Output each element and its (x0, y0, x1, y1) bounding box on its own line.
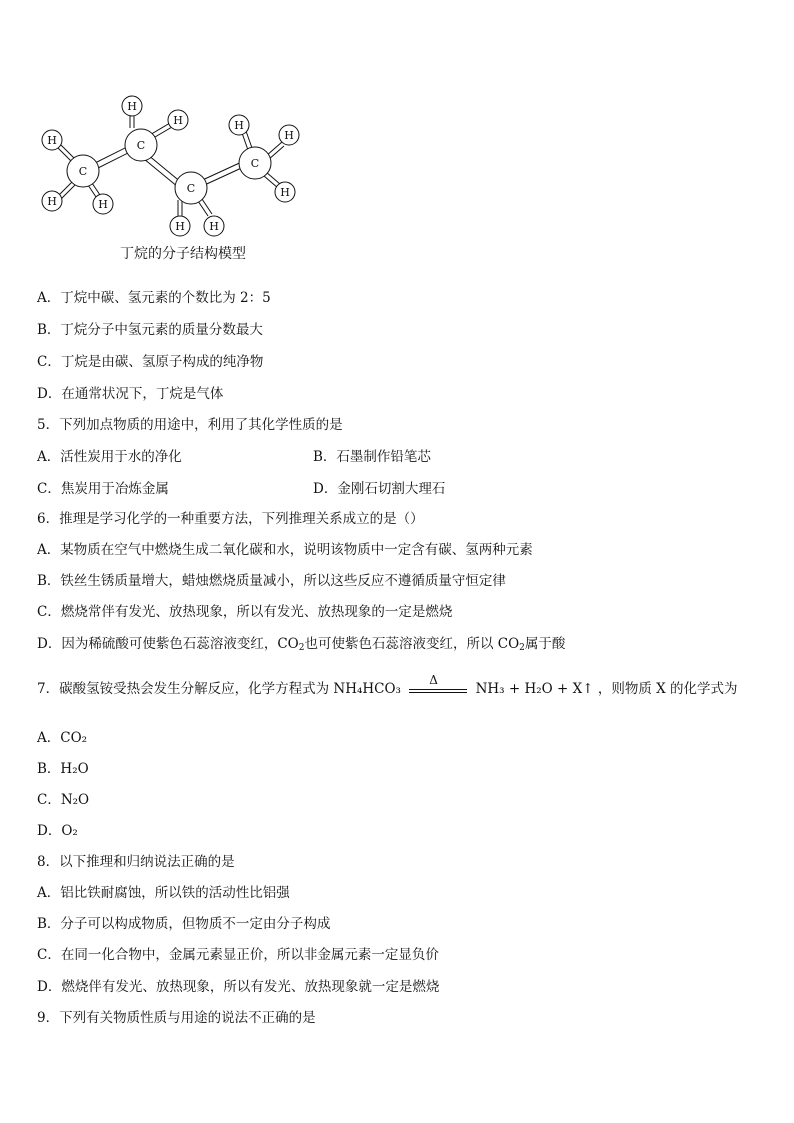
svg-text:H: H (47, 134, 57, 147)
q7-option-c: C．N₂O (37, 792, 90, 808)
svg-text:H: H (175, 220, 185, 233)
q8-option-b: B．分子可以构成物质，但物质不一定由分子构成 (37, 916, 331, 932)
q7-option-a: A．CO₂ (37, 730, 88, 746)
svg-text:H: H (280, 186, 290, 199)
heat-condition: Δ (429, 672, 438, 687)
svg-text:C: C (78, 165, 88, 178)
q6-option-d: D．因为稀硫酸可使紫色石蕊溶液变红，$CO_2$也可使紫色石蕊溶液变红，所以 $CO_2$属于酸 (37, 636, 566, 653)
svg-text:H: H (173, 114, 183, 127)
q5-stem: 5．下列加点物质的用途中，利用了其化学性质的是 (37, 417, 343, 433)
q7-stem: 7．碳酸氢铵受热会发生分解反应，化学方程式为 NH₄HCO₃ Δ NH₃ + H₂O + X↑ ，则物质 X 的化学式为 (37, 672, 738, 697)
q5-option-b: B．石墨制作铅笔芯 (313, 449, 431, 465)
svg-text:H: H (98, 198, 108, 211)
q4-option-c: C．丁烷是由碳、氢原子构成的纯净物 (37, 354, 264, 370)
q7-option-d: D．O₂ (37, 823, 78, 839)
svg-text:H: H (47, 195, 57, 208)
q4-option-d: D．在通常状况下，丁烷是气体 (37, 386, 224, 402)
q5-option-a: A．活性炭用于水的净化 (37, 449, 182, 465)
q5-option-c: C．焦炭用于冶炼金属 (37, 481, 169, 497)
q6-option-a: A．某物质在空气中燃烧生成二氧化碳和水，说明该物质中一定含有碳、氢两种元素 (37, 542, 533, 558)
q9-stem: 9．下列有关物质性质与用途的说法不正确的是 (37, 1010, 316, 1026)
svg-text:H: H (234, 119, 244, 132)
q8-stem: 8．以下推理和归纳说法正确的是 (37, 854, 235, 870)
q4-option-b: B．丁烷分子中氢元素的质量分数最大 (37, 322, 263, 338)
q5-option-d: D．金刚石切割大理石 (313, 481, 446, 497)
svg-text:C: C (186, 182, 196, 195)
butane-molecule-figure (30, 88, 320, 248)
svg-text:H: H (284, 129, 294, 142)
figure-caption: 丁烷的分子结构模型 (120, 246, 246, 262)
q6-stem: 6．推理是学习化学的一种重要方法，下列推理关系成立的是（） (37, 511, 424, 527)
q8-option-a: A．铝比铁耐腐蚀，所以铁的活动性比铝强 (37, 885, 290, 901)
q6-option-c: C．燃烧常伴有发光、放热现象，所以有发光、放热现象的一定是燃烧 (37, 604, 453, 620)
q6-option-b: B．铁丝生锈质量增大，蜡烛燃烧质量减小，所以这些反应不遵循质量守恒定律 (37, 573, 506, 589)
reaction-arrow (407, 672, 469, 699)
svg-text:H: H (209, 220, 219, 233)
q4-option-a: A．丁烷中碳、氢元素的个数比为 2：5 (37, 290, 271, 306)
q8-option-d: D．燃烧伴有发光、放热现象，所以有发光、放热现象就一定是燃烧 (37, 979, 440, 995)
svg-text:C: C (136, 139, 146, 152)
q7-products: NH₃ + H₂O + X↑ (475, 681, 594, 697)
svg-text:H: H (127, 100, 137, 113)
q8-option-c: C．在同一化合物中，金属元素显正价，所以非金属元素一定显负价 (37, 947, 439, 963)
q7-option-b: B．H₂O (37, 761, 89, 777)
q7-reactant: NH₄HCO₃ (333, 681, 401, 697)
svg-text:C: C (250, 157, 260, 170)
